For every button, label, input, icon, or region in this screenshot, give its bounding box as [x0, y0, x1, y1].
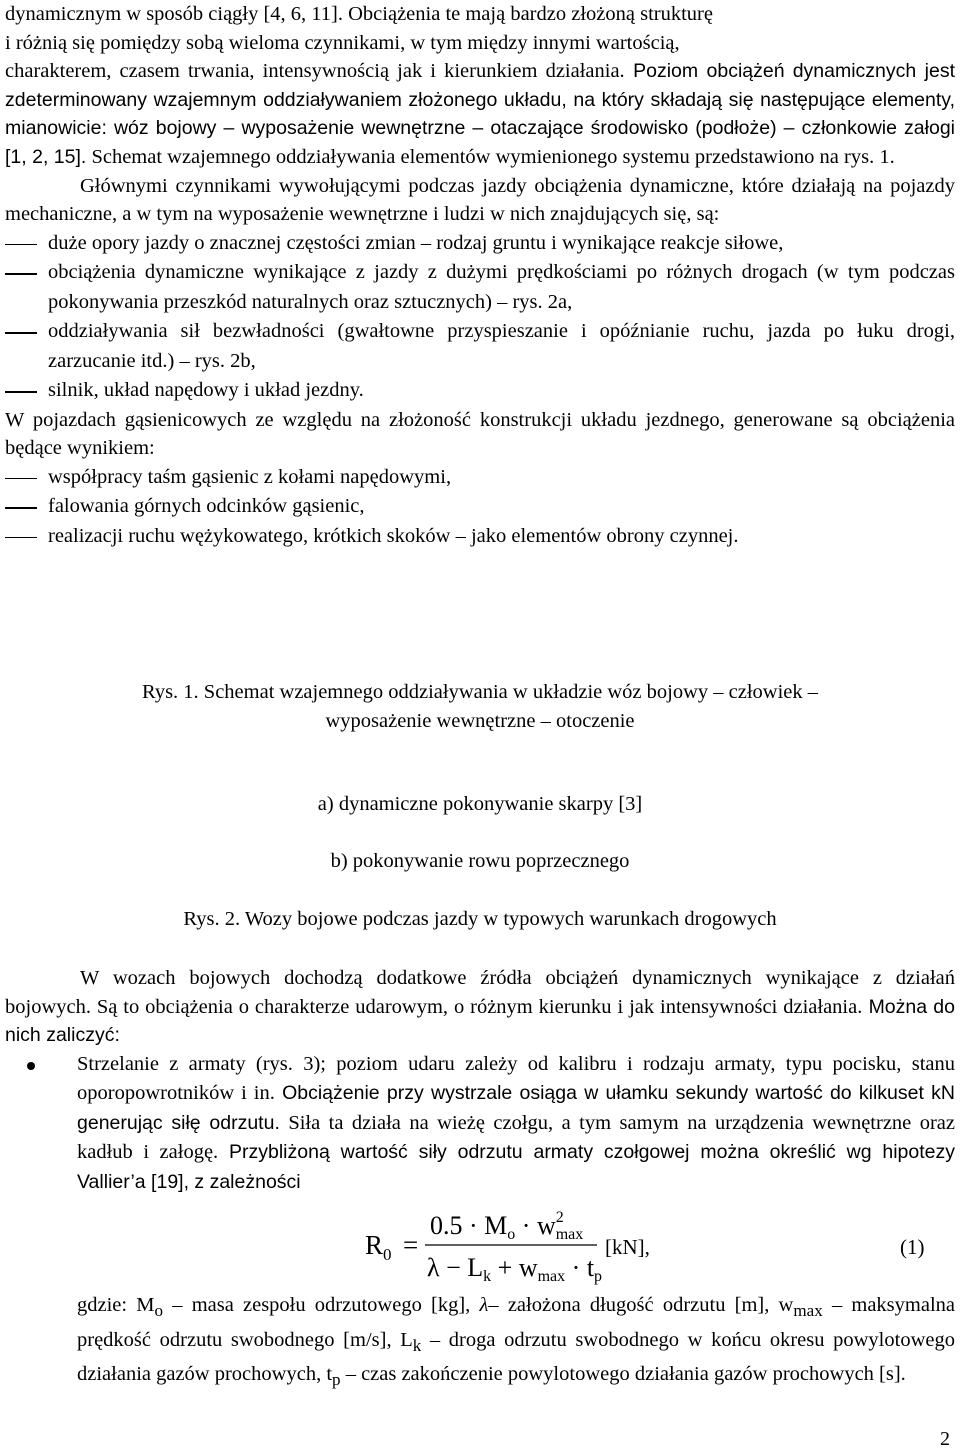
figure-2-caption: Rys. 2. Wozy bojowe podczas jazdy w typowych warunkach drogowych — [183, 908, 777, 930]
text-serif: Schemat wzajemnego oddziaływania elementów wymienionego systemu przedstawiono na rys. 1. — [86, 145, 895, 168]
tracked-list — [5, 463, 955, 552]
list-item: duże opory jazdy o znacznej częstości zmian – rodzaj gruntu i wynikające reakcje siłowe, — [48, 231, 784, 254]
equation-1 — [5, 1202, 955, 1292]
list-item: falowania górnych odcinków gąsienic, — [48, 495, 365, 518]
list-item: oddziaływania sił bezwładności (gwałtowne przyspieszanie i opóźnianie ruchu, jazda po łuku drogi, zarzucanie itd.) – rys. 2b, — [48, 320, 955, 372]
equation-unit: [kN], — [605, 1235, 650, 1259]
combat-list — [5, 1050, 955, 1198]
equation-lhs: $R_0$ — [365, 1230, 392, 1264]
intro-section — [5, 0, 955, 551]
list-item: silnik, układ napędowy i układ jezdny. — [48, 379, 364, 402]
figure-2b-caption: b) pokonywanie rowu poprzecznego — [330, 850, 630, 872]
list-item: obciążenia dynamiczne wynikające z jazdy z dużymi prędkościami po różnych drogach (w tym podczas pokonywania przeszkód naturalnych oraz sztucznych) – rys. 2a, — [48, 261, 955, 313]
equation-numerator: $0.5 \cdot Mo \cdot w^2$ max — [430, 1209, 584, 1243]
page-number: 2 — [940, 1428, 950, 1450]
text-line: charakterem, czasem trwania, intensywnością jak i kierunkiem działania. — [5, 60, 625, 83]
factors-list — [5, 229, 955, 406]
equation-denominator: λ − Lk + wmax · tp — [427, 1253, 603, 1285]
text-sans: Poziom obciążeń — [624, 60, 785, 83]
paragraph-tracked: W pojazdach gąsienicowych ze względu na złożoność konstrukcji układu jezdnego, generowane są obciążenia będące wynikiem: — [5, 408, 955, 460]
text-sans: dynamicznych jest zdeterminowany wzajemnym oddziaływaniem złożonego układu, na który składają się następujące elementy, mianowicie: wóz bojowy – wyposażenie wewnętrzne – otaczające środowisko (podłoże) – członkowie załogi [1, 2, 15]. — [5, 60, 955, 168]
figure-2a-caption: a) dynamiczne pokonywanie skarpy [3] — [317, 793, 643, 815]
combat-loads-section — [5, 964, 955, 1197]
paragraph-factors: Głównymi czynnikami wywołującymi podczas jazdy obciążenia dynamiczne, które działają na pojazdy mechaniczne, a w tym na wyposażenie wewnętrzne i ludzi w nich znajdujących się, są: — [5, 174, 955, 226]
equals-sign: = — [403, 1230, 419, 1260]
figure-1-caption: Rys. 1. Schemat wzajemnego oddziaływania w układzie wóz bojowy – człowiek – wyposażenie wewnętrzne – otoczenie — [141, 681, 819, 732]
equation-number: (1) — [900, 1235, 925, 1259]
list-item: Strzelanie z armaty (rys. 3); poziom udaru zależy od kalibru i rodzaju armaty, typu pocisku, stanu oporopowrotników i in. Obciążenie przy wystrzale osiąga w ułamku sekundy wartość do kilkuset kN generując siłę odrzutu. Siła ta działa na wieżę czołgu, a tym samym na urządzenia wewnętrzne oraz kadłub i załogę. Przybliżoną wartość siły odrzutu armaty czołgowej można określić wg hipotezy Vallier’a [19], z zależności — [77, 1052, 955, 1193]
equation-svg — [5, 1202, 955, 1292]
list-item: współpracy taśm gąsienic z kołami napędowymi, — [48, 465, 452, 488]
paragraph-where: gdzie: $M_o$ – masa zespołu odrzutowego [kg], λ– założona długość odrzutu [m], $w_{max}$ – maksymalna prędkość odrzutu swobodnego [m/s], $L_k$ – droga odrzutu swobodnego w końcu okresu powylotowego działania gazów prochowych, $t_p$ – czas zakończenie powylotowego działania gazów prochowych [s]. — [77, 1294, 956, 1390]
text-line: i różnią się pomiędzy sobą wieloma czynnikami, w tym między innymi wartością, — [5, 31, 680, 54]
list-item: realizacji ruchu wężykowatego, krótkich skoków – jako elementów obrony czynnej. — [48, 524, 739, 547]
document-page — [5, 0, 956, 1390]
paragraph-combat: W wozach bojowych dochodzą dodatkowe źródła obciążeń dynamicznych wynikające z działań bojowych. Są to obciążenia o charakterze udarowym, o różnym kierunku i jak intensywności działania. Można do nich zaliczyć: — [5, 967, 955, 1047]
paragraph-intro — [5, 0, 955, 172]
text-line: dynamicznym w sposób ciągły [4, 6, 11]. Obciążenia te mają bardzo złożoną strukturę — [5, 3, 713, 25]
symbol-definitions — [77, 1291, 955, 1395]
